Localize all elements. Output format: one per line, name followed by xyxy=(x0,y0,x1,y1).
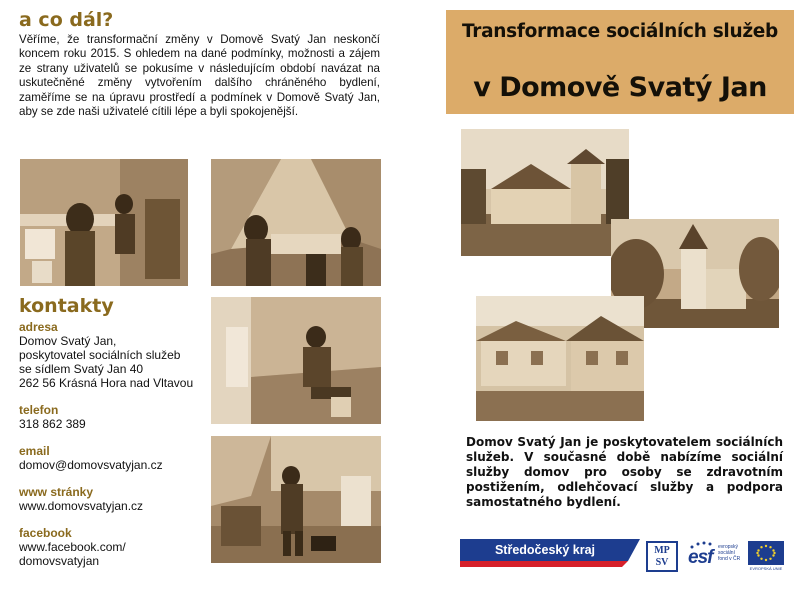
mpsv-logo xyxy=(646,541,678,572)
facebook-block xyxy=(19,526,214,568)
banner-title-line1: Transformace sociálních služeb xyxy=(462,21,778,42)
address-block xyxy=(19,320,214,390)
photo-houses xyxy=(476,296,644,421)
address-line: Domov Svatý Jan, xyxy=(19,334,117,348)
phone-block xyxy=(19,403,214,431)
mpsv-text-bottom: SV xyxy=(655,557,669,568)
esf-caption-line: evropský xyxy=(718,544,739,550)
facebook-label: facebook xyxy=(19,526,72,540)
photo-vacuuming xyxy=(211,436,381,563)
esf-logo xyxy=(688,541,744,572)
stredocesky-kraj-logo xyxy=(460,539,640,573)
eu-caption: EVROPSKÁ UNIE xyxy=(749,566,783,571)
address-line: poskytovatel sociálních služeb xyxy=(19,348,181,362)
address-line: 262 56 Krásná Hora nad Vltavou xyxy=(19,376,194,390)
address-line: se sídlem Svatý Jan 40 xyxy=(19,362,144,376)
eu-flag-icon xyxy=(748,541,784,565)
web-block xyxy=(19,485,214,513)
intro-paragraph: Věříme, že transformační změny v Domově Svatý Jan neskončí koncem roku 2015. S ohledem na dané podmínky, možnosti a zájem ze strany uživatelů se pokusíme v následujícím období navázat na uskutečněné změny vytvořením dalšího chráněného bydlení, zaměříme se na úpravu prostředí a podmínek v Domově Svatý Jan, aby se zde naši uživatelé cítili lépe a byli spokojenější. xyxy=(19,33,380,119)
photo-building xyxy=(461,129,629,256)
photo-room-activity xyxy=(211,297,381,424)
address-label: adresa xyxy=(19,320,58,334)
photo-dining-room xyxy=(211,159,381,286)
esf-caption-line: fond v ČR xyxy=(718,556,741,562)
eu-logo xyxy=(748,541,784,572)
email-label: email xyxy=(19,444,50,458)
contacts-section xyxy=(19,320,214,581)
web-label: www stránky xyxy=(19,485,94,499)
esf-caption xyxy=(718,544,740,562)
mpsv-text-top: MP xyxy=(654,545,670,556)
organization-description: Domov Svatý Jan je poskytovatelem sociálních služeb. V současné době nabízíme sociální služby domov pro osoby se zdravotním postižením, odlehčovací služby a podpora samostatného bydlení. xyxy=(466,435,783,509)
banner-title-line2: v Domově Svatý Jan xyxy=(473,72,767,103)
email-block xyxy=(19,444,214,472)
esf-mark: esf xyxy=(688,547,713,568)
kraj-label: Středočeský kraj xyxy=(494,543,596,557)
facebook-link[interactable]: domovsvatyjan xyxy=(19,554,100,568)
phone-number: 318 862 389 xyxy=(19,417,86,431)
esf-caption-line: sociální xyxy=(718,550,735,556)
contacts-heading: kontakty xyxy=(19,295,114,317)
email-address[interactable]: domov@domovsvatyjan.cz xyxy=(19,458,163,472)
title-banner xyxy=(446,10,794,114)
photo-kitchen xyxy=(20,159,188,286)
facebook-link[interactable]: www.facebook.com/ xyxy=(19,540,126,554)
intro-heading: a co dál? xyxy=(19,9,114,31)
web-link[interactable]: www.domovsvatyjan.cz xyxy=(19,499,144,513)
phone-label: telefon xyxy=(19,403,59,417)
